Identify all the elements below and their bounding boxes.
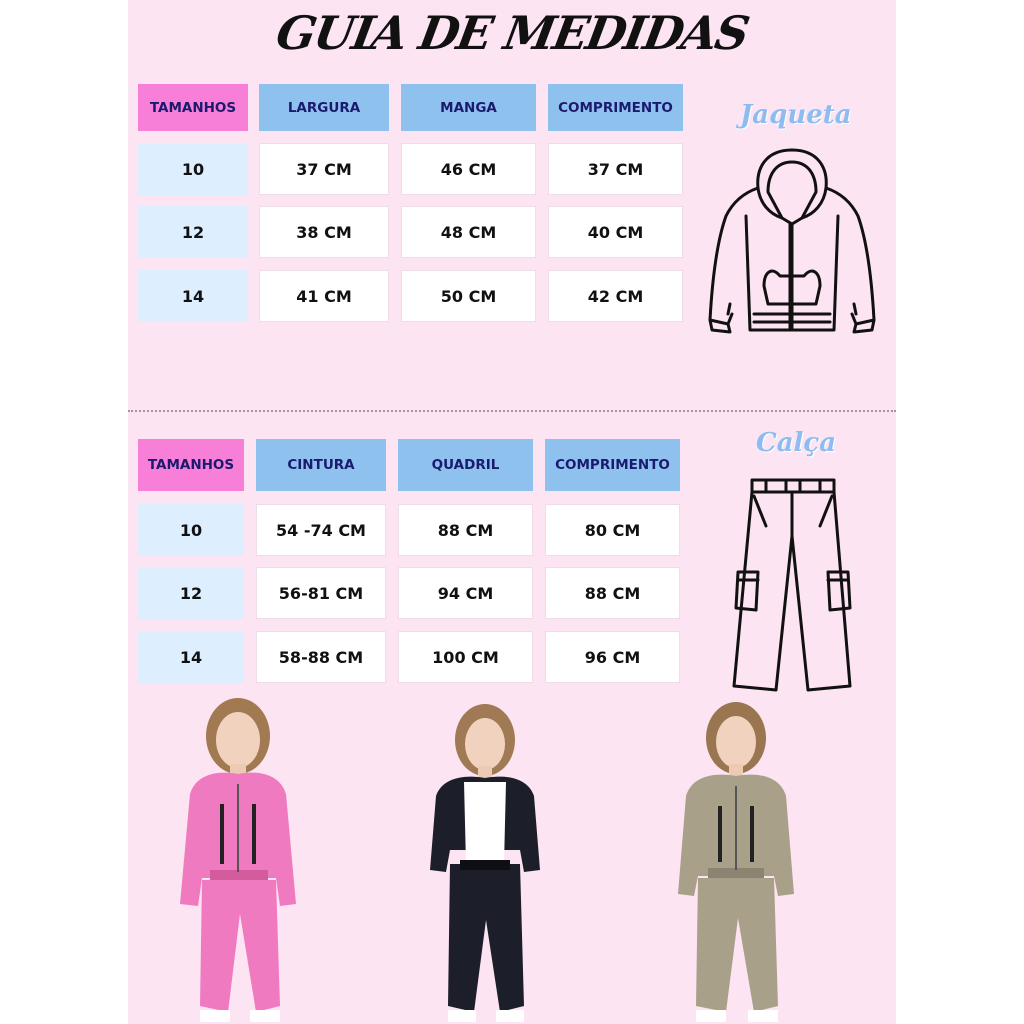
jacket-width-cell: 38 CM (259, 206, 389, 258)
jacket-sleeve-cell: 46 CM (401, 143, 536, 195)
jacket-size-cell: 12 (138, 206, 248, 258)
jacket-header-sleeve: MANGA (401, 84, 536, 131)
section-divider (128, 410, 896, 412)
model-black-outfit-image (420, 700, 550, 1024)
jacket-length-cell: 42 CM (548, 270, 683, 322)
pants-size-cell: 14 (138, 631, 244, 683)
jacket-size-cell: 10 (138, 143, 248, 195)
pants-length-cell: 96 CM (545, 631, 680, 683)
pants-hip-cell: 88 CM (398, 504, 533, 556)
cargo-pants-icon (726, 476, 858, 698)
pants-header-sizes: TAMANHOS (138, 439, 244, 491)
jacket-header-width: LARGURA (259, 84, 389, 131)
jacket-length-cell: 37 CM (548, 143, 683, 195)
jacket-label: Jaqueta (740, 100, 852, 130)
pants-length-cell: 80 CM (545, 504, 680, 556)
jacket-header-sizes: TAMANHOS (138, 84, 248, 131)
jacket-sleeve-cell: 48 CM (401, 206, 536, 258)
jacket-icon (706, 144, 878, 340)
pants-size-cell: 10 (138, 504, 244, 556)
page-title: GUIA DE MEDIDAS (272, 6, 752, 60)
jacket-length-cell: 40 CM (548, 206, 683, 258)
pants-header-waist: CINTURA (256, 439, 386, 491)
pants-size-cell: 12 (138, 567, 244, 619)
model-khaki-outfit-image (668, 698, 804, 1024)
jacket-width-cell: 37 CM (259, 143, 389, 195)
jacket-width-cell: 41 CM (259, 270, 389, 322)
jacket-sleeve-cell: 50 CM (401, 270, 536, 322)
pants-label: Calça (756, 428, 837, 458)
pants-length-cell: 88 CM (545, 567, 680, 619)
pants-waist-cell: 58-88 CM (256, 631, 386, 683)
pants-hip-cell: 100 CM (398, 631, 533, 683)
pants-header-hip: QUADRIL (398, 439, 533, 491)
jacket-size-cell: 14 (138, 270, 248, 322)
pants-waist-cell: 56-81 CM (256, 567, 386, 619)
pants-header-length: COMPRIMENTO (545, 439, 680, 491)
pants-hip-cell: 94 CM (398, 567, 533, 619)
jacket-header-length: COMPRIMENTO (548, 84, 683, 131)
size-guide-page (128, 0, 896, 1024)
model-pink-outfit-image (168, 694, 308, 1024)
pants-waist-cell: 54 -74 CM (256, 504, 386, 556)
